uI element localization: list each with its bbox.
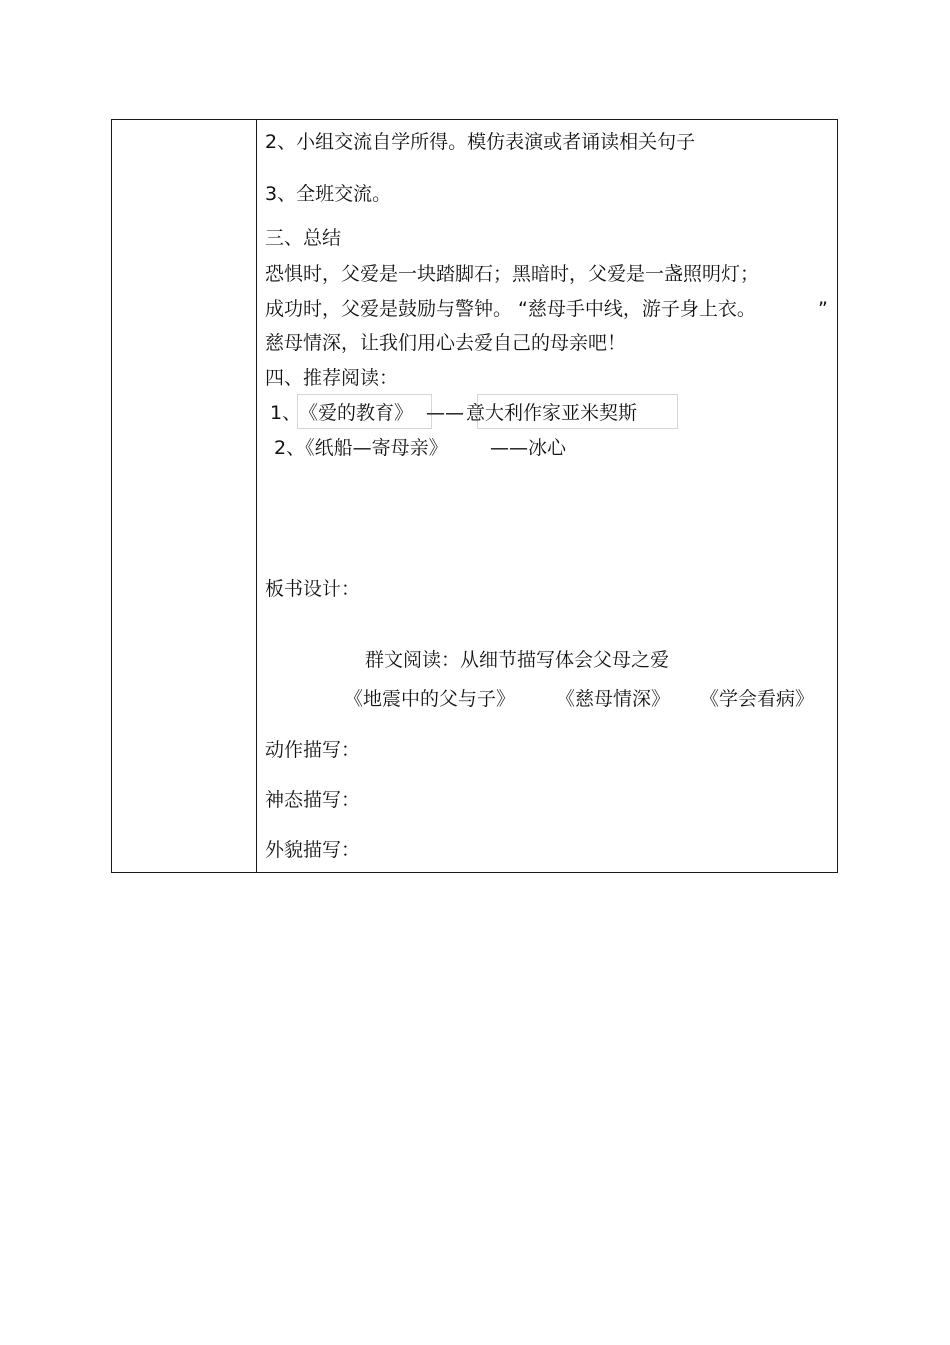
step-2-text: 2、小组交流自学所得。模仿表演或者诵读相关句子 — [265, 131, 696, 153]
board-title: 群文阅读：从细节描写体会父母之爱 — [365, 649, 670, 671]
board-item-expression: 神态描写： — [265, 789, 361, 811]
reading-2-author: ——冰心 — [490, 437, 567, 459]
summary-heading: 三、总结 — [265, 227, 342, 249]
board-design-label: 板书设计： — [265, 578, 361, 600]
table-column-divider — [256, 119, 257, 873]
board-text-3: 《学会看病》 — [700, 688, 815, 710]
board-text-2: 《慈母情深》 — [556, 688, 671, 710]
reading-1-dash: —— — [426, 402, 464, 424]
summary-line-2: 成功时，父爱是鼓励与警钟。 “慈母手中线，游子身上衣。 — [265, 298, 756, 320]
lesson-table — [111, 119, 838, 873]
summary-closing-quote: ” — [818, 298, 828, 320]
board-item-appearance: 外貌描写： — [265, 839, 361, 861]
reading-1-number: 1、 — [270, 402, 302, 424]
board-item-action: 动作描写： — [265, 739, 361, 761]
summary-line-3: 慈母情深，让我们用心去爱自己的母亲吧！ — [265, 332, 627, 354]
step-3-text: 3、全班交流。 — [265, 183, 392, 205]
board-text-1: 《地震中的父与子》 — [344, 688, 516, 710]
reading-1-author: 意大利作家亚米契斯 — [466, 402, 638, 424]
summary-line-1: 恐惧时，父爱是一块踏脚石；黑暗时，父爱是一盏照明灯； — [265, 263, 760, 285]
reading-1-title: 《爱的教育》 — [299, 402, 414, 424]
reading-heading: 四、推荐阅读： — [265, 367, 399, 389]
reading-2-title: 2、《纸船—寄母亲》 — [274, 437, 448, 459]
